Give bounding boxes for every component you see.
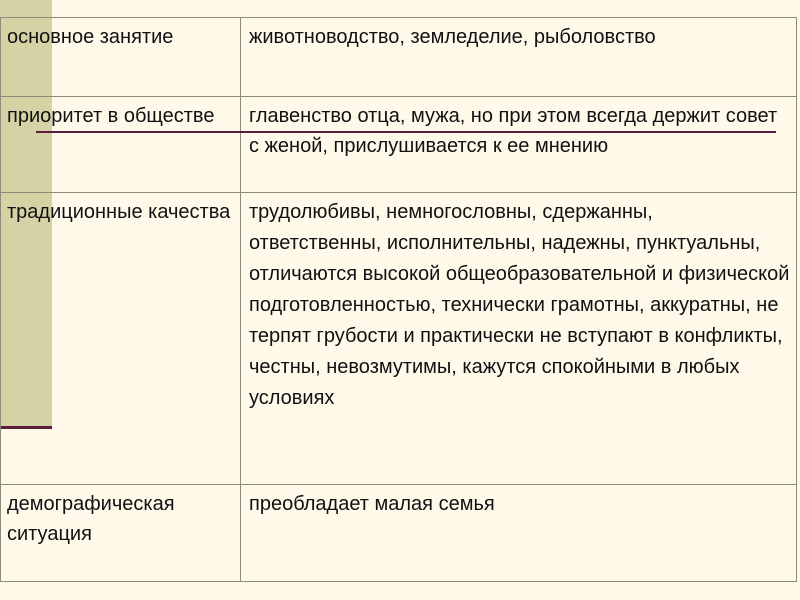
info-table <box>0 17 797 582</box>
row-value-cell: преобладает малая семья <box>241 485 797 582</box>
table-row <box>1 97 797 193</box>
row-value-cell: животноводство, земледелие, рыболовство <box>241 18 797 97</box>
row-value-cell: главенство отца, мужа, но при этом всегда держит совет с женой, прислушивается к ее мнению <box>241 97 797 193</box>
table-row <box>1 18 797 97</box>
row-label-cell: основное занятие <box>1 18 241 97</box>
table-row <box>1 193 797 485</box>
row-value-cell: трудолюбивы, немногословны, сдержанны, ответственны, исполнительны, надежны, пунктуальны, отличаются высокой общеобразовательной и физической подготовленностью, технически грамотны, аккуратны, не терпят грубости и практически не вступают в конфликты, честны, невозмутимы, кажутся спокойными в любых условиях <box>241 193 797 485</box>
decorative-title-line <box>36 131 776 133</box>
row-label-cell: традиционные качества <box>1 193 241 485</box>
table-row <box>1 485 797 582</box>
row-label-cell: приоритет в обществе <box>1 97 241 193</box>
row-label-cell: демографическая ситуация <box>1 485 241 582</box>
